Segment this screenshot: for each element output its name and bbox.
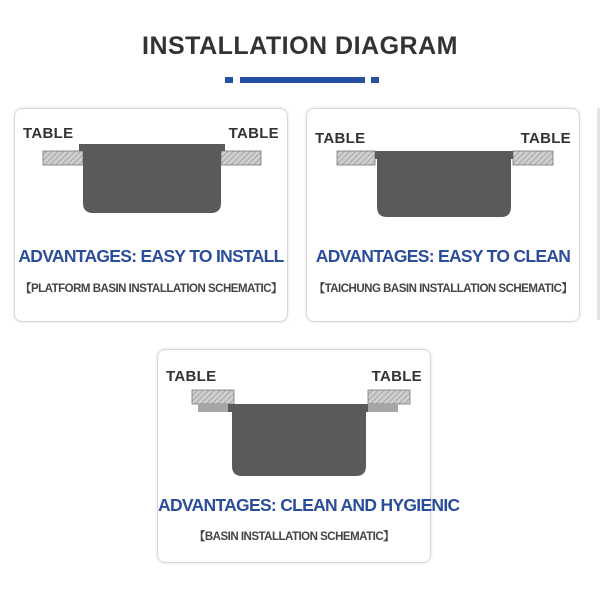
diagram-card-basin — [157, 349, 460, 563]
table-label-left: TABLE — [23, 125, 74, 142]
table-slab-left — [43, 151, 83, 165]
advantage-text: ADVANTAGES: EASY TO CLEAN — [315, 246, 571, 266]
table-label-right: TABLE — [371, 368, 422, 385]
diagram-card-taichung — [306, 108, 580, 322]
taichung-basin-diagram — [307, 109, 579, 219]
basin-rim — [79, 144, 225, 151]
basin-rim — [375, 151, 513, 159]
title-rule-left — [225, 77, 233, 83]
table-slab-right — [368, 390, 410, 404]
basin-body — [83, 151, 221, 213]
table-label-left: TABLE — [166, 368, 217, 385]
table-slab-right — [513, 151, 553, 165]
mount-clip-left — [198, 404, 228, 412]
schematic-caption: 【TAICHUNG BASIN INSTALLATION SCHEMATIC】 — [313, 283, 573, 295]
table-slab-left — [192, 390, 234, 404]
diagram-card-platform — [14, 108, 288, 322]
basin-rim — [228, 404, 368, 412]
table-label-left: TABLE — [315, 130, 366, 147]
basin-body — [377, 159, 511, 217]
title-rule-center — [240, 77, 365, 83]
table-label-right: TABLE — [228, 125, 279, 142]
schematic-caption: 【PLATFORM BASIN INSTALLATION SCHEMATIC】 — [19, 283, 282, 295]
mount-clip-right — [368, 404, 398, 412]
basin-body — [232, 412, 366, 476]
table-slab-right — [221, 151, 261, 165]
advantage-text: ADVANTAGES: CLEAN AND HYGIENIC — [158, 495, 460, 515]
page-title: INSTALLATION DIAGRAM — [142, 32, 458, 60]
table-label-right: TABLE — [520, 130, 571, 147]
schematic-caption: 【BASIN INSTALLATION SCHEMATIC】 — [193, 531, 395, 543]
title-rule-right — [371, 77, 379, 83]
advantage-text: ADVANTAGES: EASY TO INSTALL — [18, 246, 284, 266]
table-slab-left — [337, 151, 375, 165]
